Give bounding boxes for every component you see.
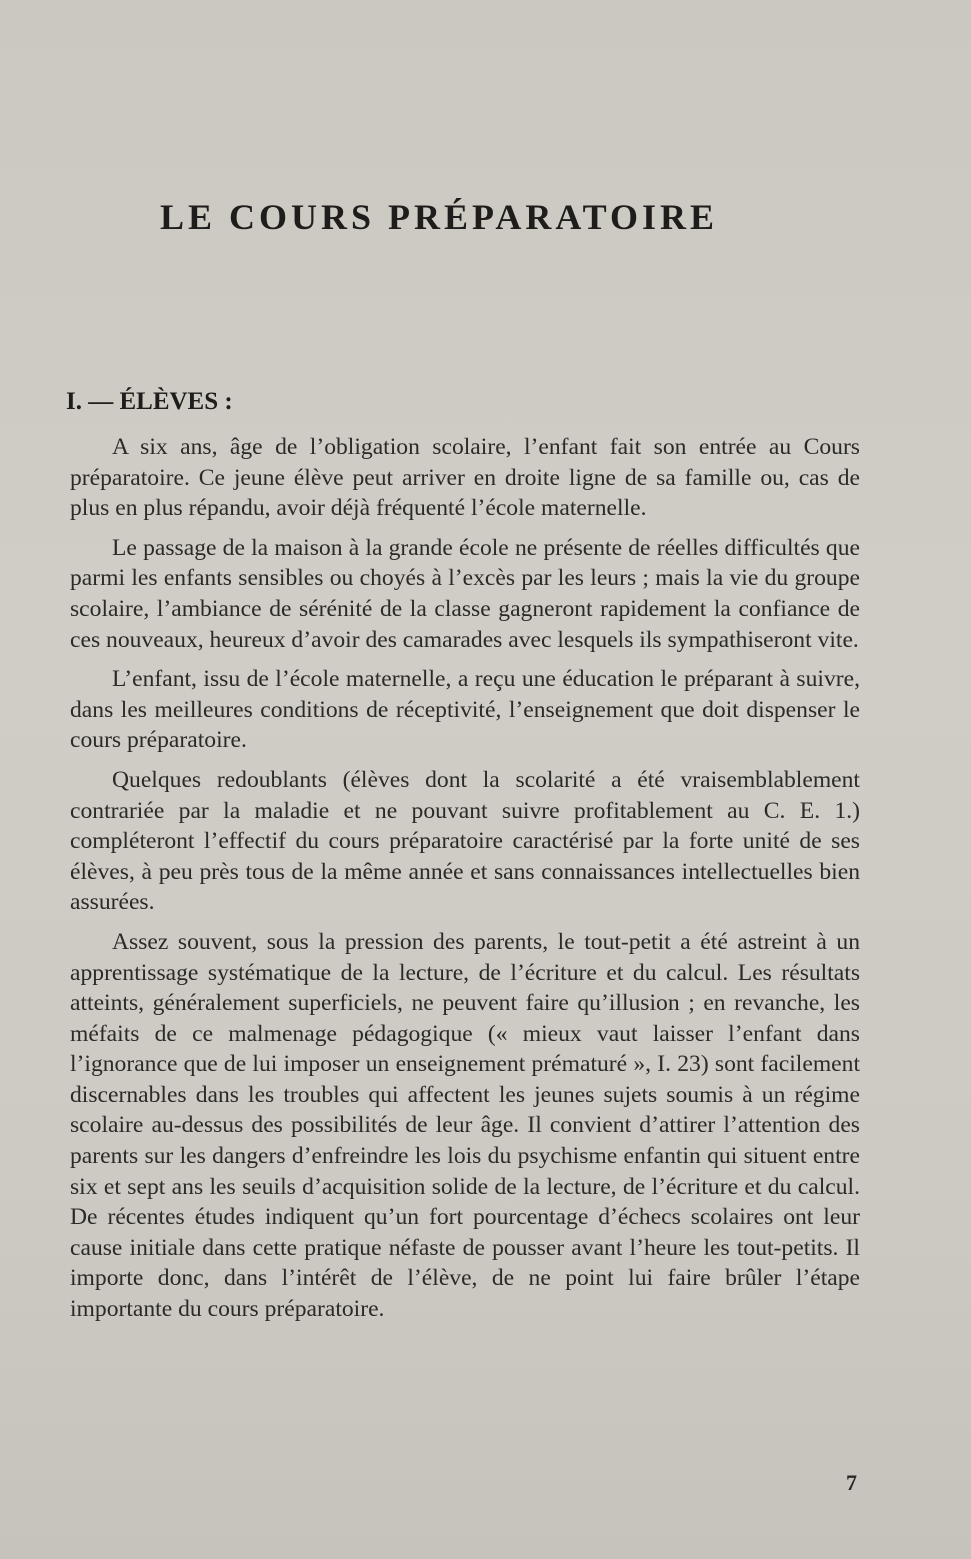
page-number: 7 (846, 1470, 857, 1495)
body-text (70, 432, 860, 1334)
paragraph: A six ans, âge de l’obligation scolaire, l’enfant fait son entrée au Cours préparatoire. Ce jeune élève peut arriver en droite ligne de sa famille ou, cas de plus en plus répandu, avoir déjà fréquenté l’école maternelle. (70, 434, 860, 522)
section-heading: I. — ÉLÈVES : (66, 388, 233, 415)
page-title: LE COURS PRÉPARATOIRE (160, 197, 719, 237)
paragraph: Assez souvent, sous la pression des parents, le tout-petit a été astreint à un apprentissage systématique de la lecture, de l’écriture et du calcul. Les résultats atteints, généralement superficiels, ne peuvent faire qu’illusion ; en revanche, les méfaits de ce malmenage pédagogique (« mieux vaut laisser l’enfant dans l’ignorance que de lui imposer un enseignement prématuré », I. 23) sont facilement discernables dans les troubles qui affectent les jeunes sujets soumis à un régime scolaire au-dessus des possibilités de leur âge. Il convient d’attirer l’attention des parents sur les dangers d’enfreindre les lois du psychisme enfantin qui situent entre six et sept ans les seuils d’acquisition solide de la lecture, de l’écriture et du calcul. De récentes études indiquent qu’un fort pourcentage d’échecs scolaires ont leur cause initiale dans cette pratique néfaste de pousser avant l’heure les tout-petits. Il importe donc, dans l’intérêt de l’élève, de ne point lui faire brûler l’étape importante du cours préparatoire. (70, 928, 860, 1323)
paragraph: L’enfant, issu de l’école maternelle, a reçu une éducation le préparant à suivre, dans les meilleures conditions de réceptivité, l’enseignement que doit dispenser le cours préparatoire. (70, 666, 860, 754)
paragraph: Quelques redoublants (élèves dont la scolarité a été vraisemblablement contrariée par la maladie et ne pouvant suivre profitablement au C. E. 1.) compléteront l’effectif du cours préparatoire caractérisé par la forte unité de ses élèves, à peu près tous de la même année et sans connaissances intellectuelles bien assurées. (70, 766, 860, 916)
paragraph: Le passage de la maison à la grande école ne présente de réelles difficultés que parmi les enfants sensibles ou choyés à l’excès par les leurs ; mais la vie du groupe scolaire, l’ambiance de sérénité de la classe gagneront rapidement la confiance de ces nouveaux, heureux d’avoir des camarades avec lesquels ils sympathiseront vite. (70, 534, 860, 653)
